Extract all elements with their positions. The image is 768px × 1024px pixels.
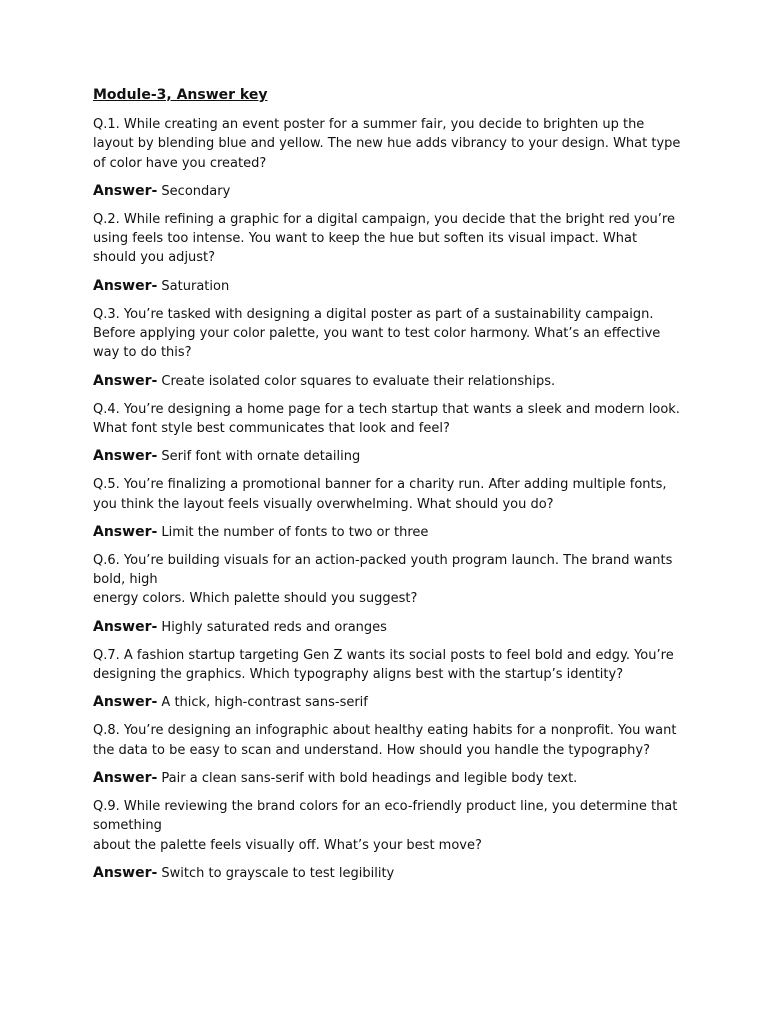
qa-item-5 xyxy=(93,475,683,542)
question-5: Q.5. You’re finalizing a promotional banner for a charity run. After adding multiple fonts, you think the layout feels visually overwhelming. What should you do? xyxy=(93,477,667,512)
qa-item-3 xyxy=(93,305,683,391)
question-6: Q.6. You’re building visuals for an action-packed youth program launch. The brand wants bold, high energy colors. Which palette should you suggest? xyxy=(93,552,673,607)
question-8: Q.8. You’re designing an infographic about healthy eating habits for a nonprofit. You want the data to be easy to scan and understand. How should you handle the typography? xyxy=(93,723,677,758)
qa-item-1 xyxy=(93,115,683,201)
answer-label: Answer- xyxy=(93,523,158,540)
answer-3 xyxy=(93,372,683,391)
document-page xyxy=(93,86,683,892)
answer-text-3: Create isolated color squares to evaluate their relationships. xyxy=(161,373,556,389)
answer-text-7: A thick, high-contrast sans-serif xyxy=(161,695,368,711)
answer-label: Answer- xyxy=(93,864,158,881)
question-3: Q.3. You’re tasked with designing a digital poster as part of a sustainability campaign. Before applying your color palette, you want to test color harmony. What’s an effective way to do this? xyxy=(93,306,661,361)
qa-item-8 xyxy=(93,721,683,788)
answer-label: Answer- xyxy=(93,372,158,389)
answer-text-2: Saturation xyxy=(161,278,230,294)
answer-7 xyxy=(93,693,683,712)
answer-text-4: Serif font with ornate detailing xyxy=(161,449,361,465)
answer-text-9: Switch to grayscale to test legibility xyxy=(161,865,395,881)
answer-text-8: Pair a clean sans-serif with bold headings and legible body text. xyxy=(161,770,578,786)
answer-5 xyxy=(93,523,683,542)
answer-6 xyxy=(93,618,683,637)
question-1: Q.1. While creating an event poster for a summer fair, you decide to brighten up the layout by blending blue and yellow. The new hue adds vibrancy to your design. What type of color have you created? xyxy=(93,117,681,171)
qa-item-2 xyxy=(93,210,683,296)
qa-item-7 xyxy=(93,646,683,713)
document-title: Module-3, Answer key xyxy=(93,87,268,103)
answer-text-1: Secondary xyxy=(161,183,231,199)
question-4: Q.4. You’re designing a home page for a tech startup that wants a sleek and modern look. What font style best communicates that look and feel? xyxy=(93,401,680,436)
qa-item-4 xyxy=(93,400,683,467)
qa-item-9 xyxy=(93,797,683,883)
question-2: Q.2. While refining a graphic for a digital campaign, you decide that the bright red you’re using feels too intense. You want to keep the hue but soften its visual impact. What should you adjust? xyxy=(93,211,675,266)
answer-label: Answer- xyxy=(93,182,158,199)
question-7: Q.7. A fashion startup targeting Gen Z wants its social posts to feel bold and edgy. You’re designing the graphics. Which typography aligns best with the startup’s identity? xyxy=(93,647,674,683)
answer-label: Answer- xyxy=(93,769,158,786)
answer-8 xyxy=(93,769,683,788)
answer-1 xyxy=(93,182,683,201)
answer-label: Answer- xyxy=(93,618,158,635)
answer-label: Answer- xyxy=(93,448,158,465)
qa-item-6 xyxy=(93,551,683,637)
answer-text-6: Highly saturated reds and oranges xyxy=(161,619,387,635)
question-9: Q.9. While reviewing the brand colors for an eco-friendly product line, you determine that something about the palette feels visually off. What’s your best move? xyxy=(93,798,678,853)
answer-9 xyxy=(93,864,683,883)
answer-2 xyxy=(93,277,683,296)
answer-4 xyxy=(93,447,683,466)
answer-label: Answer- xyxy=(93,277,158,294)
answer-label: Answer- xyxy=(93,694,158,711)
answer-text-5: Limit the number of fonts to two or three xyxy=(161,524,429,540)
